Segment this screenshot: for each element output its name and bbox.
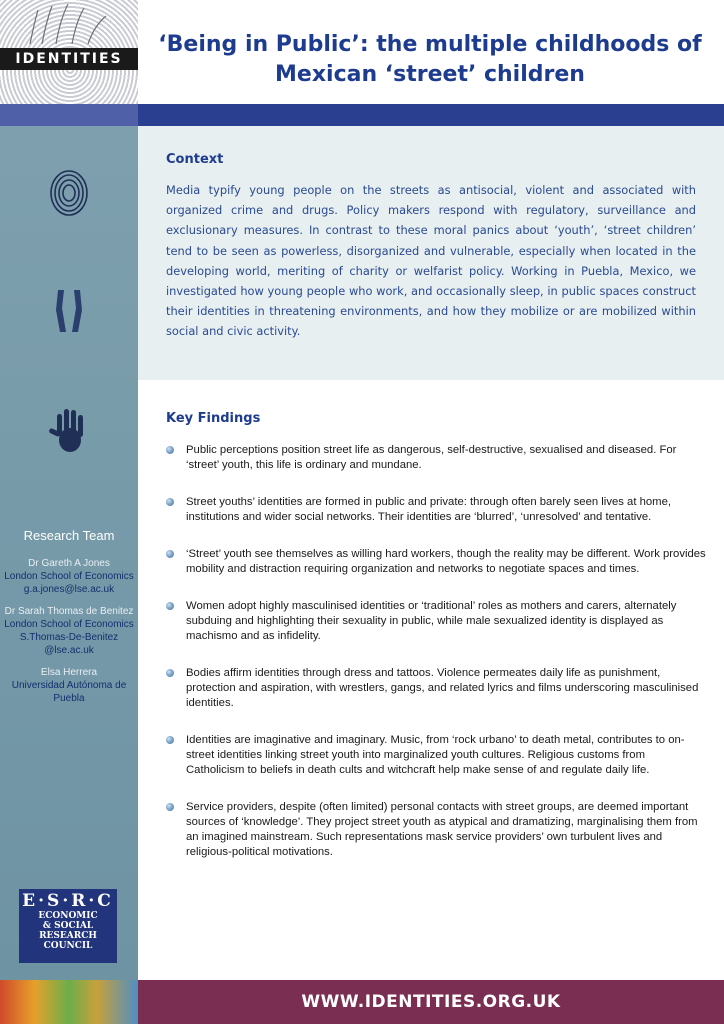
list-item <box>166 666 706 711</box>
bullet-icon <box>166 498 174 506</box>
chromosome-icon <box>46 286 92 336</box>
research-team-title: Research Team <box>23 528 115 543</box>
finding-text: Street youths’ identities are formed in public and private: through often barely seen lives at home, institutions and wider social networks. Their identities are ‘blurred’, ‘unresolved’ and tentative. <box>186 496 671 523</box>
list-item <box>166 733 706 778</box>
context-title: Context <box>166 152 224 167</box>
member-org: London School of Economics <box>4 619 134 630</box>
member-email[interactable]: g.a.jones@lse.ac.uk <box>23 584 115 595</box>
fingerprint-icon <box>46 168 92 218</box>
esrc-line: ECONOMIC <box>38 911 98 921</box>
key-findings-title: Key Findings <box>166 411 261 426</box>
esrc-line: COUNCIL <box>43 941 93 951</box>
header-stripe <box>0 104 724 126</box>
bullet-icon <box>166 602 174 610</box>
member-name: Dr Gareth A Jones <box>28 558 110 569</box>
finding-text: Bodies affirm identities through dress and tattoos. Violence permeates daily life as punishment, protection and aspiration, with wrestlers, gangs, and related lyrics and films underscoring masculinised identities. <box>186 667 699 709</box>
sidebar <box>0 126 138 980</box>
member-org: Universidad Autónoma de Puebla <box>11 680 127 704</box>
logo-label: IDENTITIES <box>0 48 138 70</box>
bullet-icon <box>166 446 174 454</box>
team-member <box>0 666 138 705</box>
finding-text: ‘Street’ youth see themselves as willing hard workers, though the reality may be different. Work provides mobility and distraction requiring organization and networks to negotiate spaces and times. <box>186 548 706 575</box>
handprint-logo-icon <box>20 4 120 44</box>
page-footer <box>138 980 724 1024</box>
esrc-line: RESEARCH <box>39 931 97 941</box>
page-header <box>0 0 724 104</box>
esrc-line: & SOCIAL <box>42 921 94 931</box>
list-item <box>166 495 706 525</box>
key-findings-section <box>138 380 724 980</box>
member-name: Elsa Herrera <box>40 667 98 678</box>
esrc-logo <box>19 889 117 963</box>
faces-image <box>0 980 138 1024</box>
finding-text: Women adopt highly masculinised identities or ‘traditional’ roles as mothers and carers, alternately subduing and highlighting their sexuality in public, while male sexualized identity is displayed as machismo and as infidelity. <box>186 600 677 642</box>
bullet-icon <box>166 669 174 677</box>
context-section <box>138 126 724 380</box>
findings-list <box>166 443 706 860</box>
bullet-icon <box>166 736 174 744</box>
esrc-letters: E·S·R·C <box>22 891 114 911</box>
handprint-icon <box>46 406 92 456</box>
list-item <box>166 443 706 473</box>
finding-text: Identities are imaginative and imaginary. Music, from ‘rock urbano’ to death metal, contributes to on-street identities linking street youth into marginalized youth cultures. Religious customs from Catholicism to beliefs in death cults and witchcraft help make sense of and regulate daily life. <box>186 734 685 776</box>
finding-text: Public perceptions position street life as dangerous, self-destructive, sexualised and diseased. For ‘street’ youth, this life is ordinary and mundane. <box>186 444 677 471</box>
identities-logo <box>0 0 138 104</box>
context-body: Media typify young people on the streets as antisocial, violent and associated with organized crime and drugs. Policy makers respond with regulatory, surveillance and exclusionary measures. In contrast to these moral panics about ‘youth’, ‘street children’ tend to be seen as powerless, disorganized and vulnerable, especially when located in the developing world, meriting of charity or welfarist policy. Working in Puebla, Mexico, we investigated how young people who work, and occasionally sleep, in public spaces construct their identities in threatening environments, and how they mobilize or are mobilized within social and civic activity. <box>166 183 696 339</box>
bullet-icon <box>166 803 174 811</box>
footer-url-link[interactable]: WWW.IDENTITIES.ORG.UK <box>301 992 561 1012</box>
list-item <box>166 800 706 860</box>
team-member <box>0 557 138 596</box>
team-member <box>0 605 138 657</box>
research-team <box>0 528 138 714</box>
member-name: Dr Sarah Thomas de Benitez <box>4 606 134 617</box>
list-item <box>166 547 706 577</box>
finding-text: Service providers, despite (often limited) personal contacts with street groups, are deemed important sources of ‘knowledge’. They project street youth as atypical and dramatizing, marginalising them from an imagined mainstream. Such representations mask service providers’ own turbulent lives and religious-political motivations. <box>186 801 698 858</box>
list-item <box>166 599 706 644</box>
member-email[interactable]: S.Thomas-De-Benitez @lse.ac.uk <box>19 632 119 656</box>
bullet-icon <box>166 550 174 558</box>
page-title: ‘Being in Public’: the multiple childhoods of Mexican ‘street’ children <box>158 32 702 87</box>
member-org: London School of Economics <box>4 571 134 582</box>
